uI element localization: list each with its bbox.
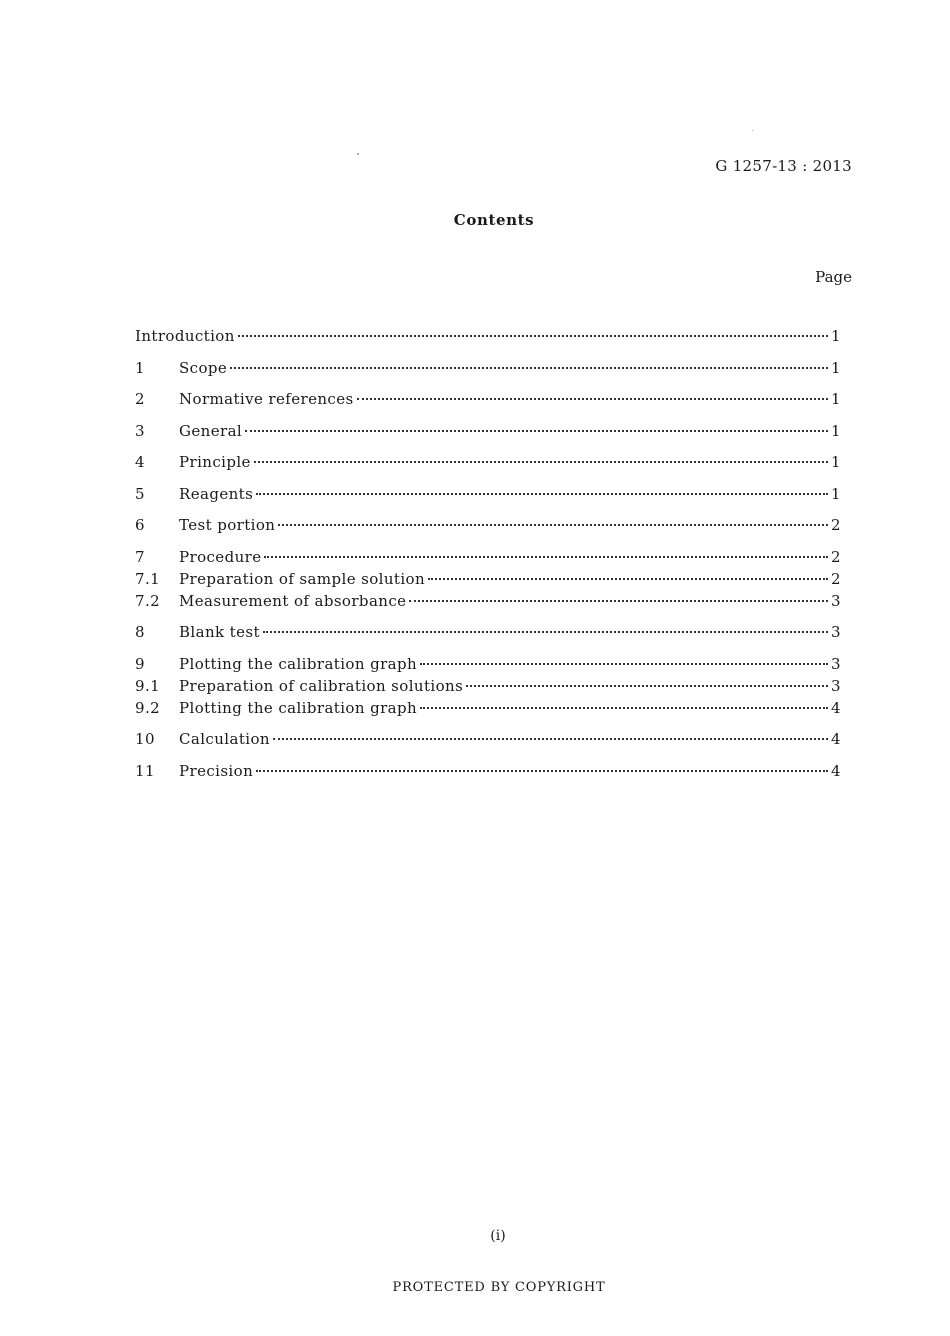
toc-entry-page: 4 [831, 761, 841, 780]
table-of-contents [135, 327, 841, 784]
toc-entry-label: Scope [179, 358, 228, 377]
toc-entry [135, 762, 841, 784]
toc-entry [135, 327, 841, 349]
toc-entry-number: 9.2 [135, 698, 161, 717]
copyright-notice: PROTECTED BY COPYRIGHT [392, 1280, 606, 1295]
toc-entry-number: 5 [135, 484, 145, 503]
toc-entry [135, 570, 841, 592]
toc-entry-number: 7 [135, 547, 145, 566]
toc-entry [135, 592, 841, 614]
toc-entry-page: 1 [831, 390, 841, 408]
toc-leader-dots [254, 461, 828, 463]
toc-entry-label: General [179, 421, 243, 440]
toc-entry-page: 1 [831, 327, 841, 345]
toc-entry-number: 9.1 [135, 676, 161, 695]
toc-entry [135, 359, 841, 381]
toc-leader-dots [263, 631, 828, 633]
toc-entry [135, 548, 841, 570]
toc-leader-dots [278, 524, 828, 526]
toc-entry-number: 3 [135, 421, 145, 440]
toc-leader-dots [230, 367, 828, 369]
toc-entry-label: Plotting the calibration graph [179, 654, 418, 673]
toc-entry [135, 699, 841, 721]
toc-leader-dots [428, 578, 828, 580]
toc-entry [135, 390, 841, 412]
toc-entry-number: 4 [135, 453, 145, 471]
toc-leader-dots [420, 663, 828, 665]
toc-entry-page: 3 [831, 623, 841, 641]
page-column-heading: Page [815, 268, 852, 286]
toc-entry-page: 3 [831, 654, 841, 673]
scan-speck [357, 153, 359, 155]
toc-entry [135, 730, 841, 752]
toc-entry-page: 1 [831, 453, 841, 471]
toc-entry [135, 623, 841, 645]
toc-entry-label: Test portion [179, 516, 276, 534]
toc-entry-label: Introduction [135, 327, 235, 345]
toc-entry-page: 2 [831, 516, 841, 534]
toc-entry-label: Preparation of sample solution [179, 569, 426, 588]
toc-entry [135, 422, 841, 444]
scan-speck [752, 130, 753, 131]
toc-entry-label: Normative references [179, 390, 354, 408]
contents-title: Contents [453, 211, 535, 229]
toc-entry-number: 7.1 [135, 569, 161, 588]
toc-entry-number: 8 [135, 623, 145, 641]
toc-entry-page: 1 [831, 484, 841, 503]
toc-entry [135, 677, 841, 699]
toc-entry-page: 1 [831, 421, 841, 440]
toc-entry-label: Reagents [179, 484, 254, 503]
toc-entry-page: 2 [831, 547, 841, 566]
toc-entry-number: 6 [135, 516, 145, 534]
page-number: (i) [490, 1228, 506, 1244]
toc-leader-dots [264, 556, 828, 558]
toc-entry-number: 1 [135, 358, 145, 377]
toc-entry-label: Preparation of calibration solutions [179, 676, 464, 695]
toc-entry-page: 1 [831, 358, 841, 377]
toc-entry-label: Measurement of absorbance [179, 591, 407, 610]
toc-leader-dots [256, 770, 828, 772]
toc-entry-label: Procedure [179, 547, 262, 566]
document-id: G 1257-13 : 2013 [715, 157, 852, 175]
toc-leader-dots [238, 335, 828, 337]
toc-leader-dots [420, 707, 828, 709]
toc-entry [135, 516, 841, 538]
toc-leader-dots [466, 685, 828, 687]
toc-entry-number: 7.2 [135, 591, 161, 610]
toc-leader-dots [245, 430, 828, 432]
toc-entry [135, 453, 841, 475]
toc-entry-number: 10 [135, 730, 155, 748]
toc-entry-number: 9 [135, 654, 145, 673]
toc-entry-label: Blank test [179, 623, 260, 641]
toc-entry-page: 3 [831, 591, 841, 610]
toc-entry-page: 4 [831, 698, 841, 717]
toc-entry-number: 2 [135, 390, 145, 408]
toc-entry-page: 2 [831, 569, 841, 588]
toc-leader-dots [273, 738, 828, 740]
toc-entry-number: 11 [135, 761, 155, 780]
toc-entry-label: Precision [179, 761, 254, 780]
toc-entry-label: Principle [179, 453, 251, 471]
toc-entry [135, 485, 841, 507]
toc-entry-label: Calculation [179, 730, 270, 748]
toc-leader-dots [409, 600, 828, 602]
toc-leader-dots [357, 398, 828, 400]
toc-entry [135, 655, 841, 677]
toc-entry-label: Plotting the calibration graph [179, 698, 418, 717]
toc-leader-dots [256, 493, 828, 495]
toc-entry-page: 4 [831, 730, 841, 748]
toc-entry-page: 3 [831, 676, 841, 695]
